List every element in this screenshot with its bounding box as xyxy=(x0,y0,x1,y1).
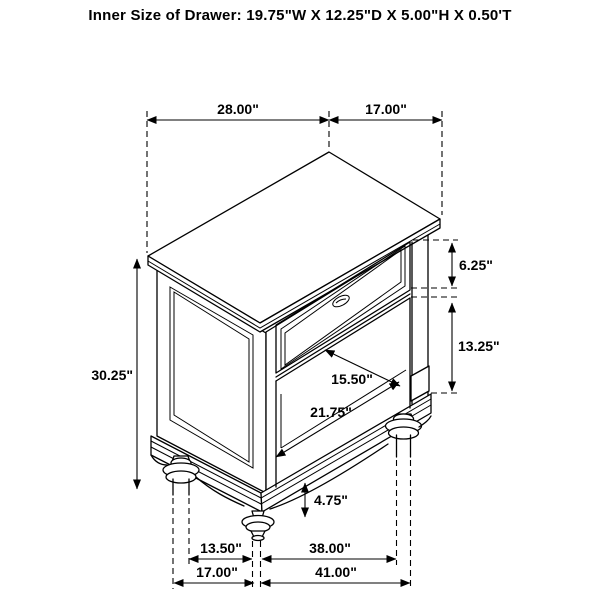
dim-top-width xyxy=(147,101,329,120)
dim-drawer-height xyxy=(452,243,493,286)
diagram-title: Inner Size of Drawer: 19.75"W X 12.25"D X 5.00"H X 0.50'T xyxy=(88,7,512,24)
dim-label-top-width: 28.00" xyxy=(217,101,259,117)
dim-label-drawer-height: 6.25" xyxy=(459,257,493,273)
dim-top-depth xyxy=(329,101,442,120)
dim-leg-height xyxy=(305,483,348,517)
dim-leg-spacing-width xyxy=(262,540,396,559)
front-leg-foot-pad xyxy=(252,536,264,541)
dim-overall-depth xyxy=(174,564,254,583)
dim-label-opening-height: 13.25" xyxy=(458,338,500,354)
dim-label-shelf-width: 21.75" xyxy=(310,404,352,420)
right-leg xyxy=(386,414,422,457)
dim-opening-height xyxy=(452,303,500,391)
dim-label-leg-spacing-width: 38.00" xyxy=(309,540,351,556)
right-leg-ring-lower xyxy=(389,427,419,439)
dim-label-leg-height: 4.75" xyxy=(314,492,348,508)
dim-label-overall-width: 41.00" xyxy=(315,564,357,580)
dim-label-shelf-depth: 15.50" xyxy=(331,371,373,387)
dim-leg-spacing-depth xyxy=(189,540,252,559)
dim-overall-height xyxy=(91,259,137,489)
dim-label-overall-depth: 17.00" xyxy=(196,564,238,580)
dim-label-overall-height: 30.25" xyxy=(91,367,133,383)
left-leg-ring-lower xyxy=(166,471,196,483)
dim-label-leg-spacing-depth: 13.50" xyxy=(200,540,242,556)
dim-overall-width xyxy=(261,564,410,583)
front-leg xyxy=(242,511,274,541)
dim-label-top-depth: 17.00" xyxy=(365,101,407,117)
